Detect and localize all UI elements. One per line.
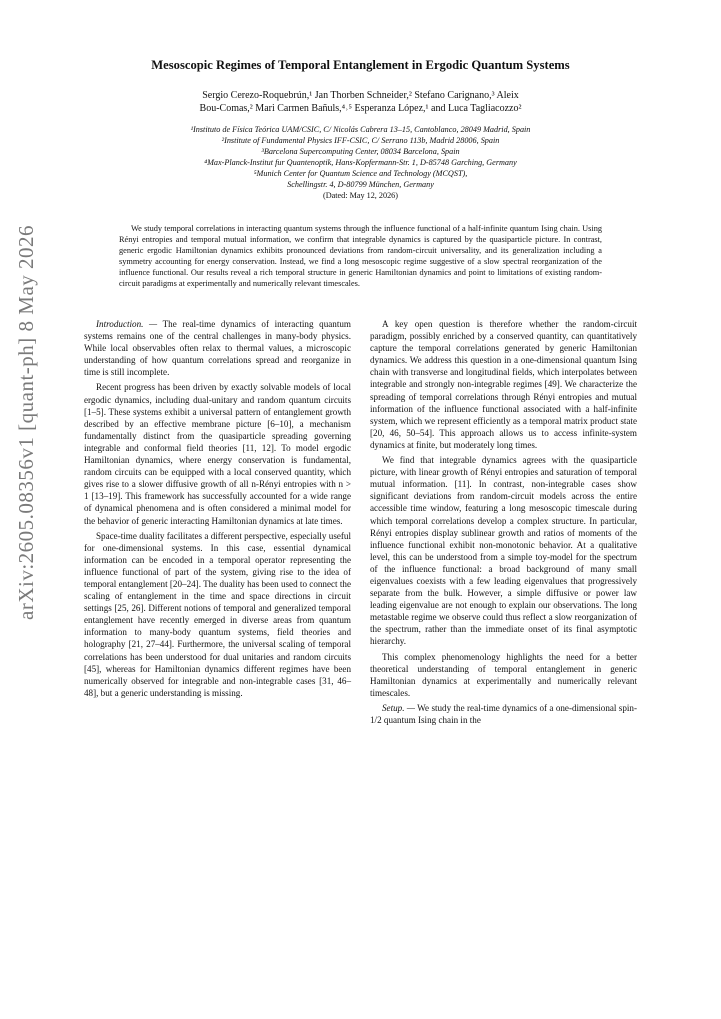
- affiliation-3: ³Barcelona Supercomputing Center, 08034 Barcelona, Spain: [261, 147, 460, 156]
- dated-line: (Dated: May 12, 2026): [322, 191, 399, 200]
- paragraph: Space-time duality facilitates a different perspective, especially useful for one-dimensional systems. In this case, essential dynamical information can be encoded in a temporal operator representing the influence functional of part of the system, giving rise to the idea of temporal entanglement [20–24]. The duality has been used to connect the scaling of entanglement in the time and space directions in circuit settings [25, 26]. Different notions of temporal and generalized temporal entanglement have recently emerged in diverse areas from quantum information to many-body quantum systems, field theories and holography [21, 27–44]. Furthermore, the universal scaling of temporal correlations has been understood for dual unitaries and random circuits [45], whereas for Hamiltonian dynamics different regimes have been numerically observed for integrable and non-integrable cases [31, 46–48], but a generic understanding is missing.: [84, 530, 351, 698]
- affiliations: [60, 124, 661, 201]
- setup-text: We study the real-time dynamics of a one-dimensional spin-1/2 quantum Ising chain in the: [370, 702, 637, 725]
- paragraph: A key open question is therefore whether the random-circuit paradigm, possibly enriched by a conserved quantity, can quantitatively capture the temporal correlations generated by generic Hamiltonian dynamics. We address this question in a one-dimensional quantum Ising chain with transverse and longitudinal fields, which interpolates between integrable and strongly non-integrable regimes [49]. We characterize the spreading of temporal correlations through Rényi entropies and mutual information of the influence functional associated with a half-infinite system, which we represent efficiently as a temporal matrix product state [20, 46, 50–54]. This approach allows us to access infinite-system dynamics at finite, but moderately long times.: [370, 319, 637, 450]
- affiliation-5-address: Schellingstr. 4, D-80799 München, Germany: [287, 180, 434, 189]
- affiliation-5: ⁵Munich Center for Quantum Science and Technology (MCQST),: [253, 169, 468, 178]
- arxiv-stamp: arXiv:2605.08356v1 [quant-ph] 8 May 2026: [14, 224, 38, 620]
- setup-heading: Setup. —: [382, 702, 415, 713]
- paragraph: We find that integrable dynamics agrees with the quasiparticle picture, with linear growth of Rényi entropies and saturation of temporal mutual information. [11]. In contrast, non-integrable cases show significant deviations from random-circuit models across the entire accessible time window, featuring a long mesoscopic timescale during which temporal correlations develop a complex structure. In particular, Rényi entropies display sublinear growth and ratios of moments of the influence functional exhibit non-monotonic behavior. At a qualitative level, this can be understood from a simple toy-model for the spectrum of the influence functional: a broad background of many small eigenvalues coexists with a few leading eigenvalues that progressively separate from the bulk. However, a simple diffusive or power law leading eigenvalue are not enough to explain our observations. The long metastable regime we observe could thus reflect a slow reorganization of the spectrum, rather than the immediate onset of its final asymptotic hierarchy.: [370, 455, 637, 647]
- affiliation-2: ²Institute of Fundamental Physics IFF-CSIC, C/ Serrano 113b, Madrid 28006, Spain: [221, 136, 500, 145]
- author-line-1: Sergio Cerezo-Roquebrún,¹ Jan Thorben Schneider,² Stefano Carignano,³ Aleix: [202, 90, 519, 101]
- intro-text: The real-time dynamics of interacting quantum systems remains one of the central challenges in many-body physics. While local observables often relax to thermal values, a microscopic understanding of how quantum correlations spread and reorganize in time is still incomplete.: [84, 319, 351, 378]
- affiliation-4: ⁴Max-Planck-Institut fur Quantenoptik, Hans-Kopfermann-Str. 1, D-85748 Garching, Germany: [204, 158, 517, 167]
- left-column: [84, 318, 351, 702]
- setup-paragraph: [370, 702, 637, 726]
- paragraph: This complex phenomenology highlights the need for a better theoretical understanding of temporal entanglement in generic Hamiltonian dynamics at experimentally and numerically relevant timescales.: [370, 651, 637, 698]
- intro-paragraph: [84, 318, 351, 378]
- author-list: [100, 90, 621, 115]
- author-line-2: Bou-Comas,² Mari Carmen Bañuls,⁴˒⁵ Esperanza López,¹ and Luca Tagliacozzo²: [199, 102, 522, 114]
- right-column: [370, 318, 637, 729]
- abstract: We study temporal correlations in interacting quantum systems through the influence functional of a half-infinite quantum Ising chain. Using Rényi entropies and temporal mutual information, we confirm that integrable dynamics is captured by the quasiparticle picture. In contrast, generic ergodic Hamiltonian dynamics exhibits pronounced deviations from random-circuit universality, and its generalization including a symmetry accounting for energy conservation. Instead, we find a long mesoscopic regime suggestive of a slow spectral reorganization of the influence functional. Our results reveal a rich temporal structure in generic Hamiltonian dynamics and point to limitations of existing random-circuit paradigms at experimentally and numerically relevant timescales.: [119, 224, 602, 288]
- intro-heading: Introduction. —: [96, 319, 158, 329]
- affiliation-1: ¹Instituto de Física Teórica UAM/CSIC, C/ Nicolás Cabrera 13–15, Cantoblanco, 28049 Madrid, Spain: [190, 125, 531, 134]
- paper-title: Mesoscopic Regimes of Temporal Entanglement in Ergodic Quantum Systems: [151, 58, 570, 72]
- paragraph: Recent progress has been driven by exactly solvable models of local ergodic dynamics, including dual-unitary and random quantum circuits [1–5]. These systems exhibit a universal pattern of entanglement growth described by an effective membrane picture [6–10], a mechanism fundamentally distinct from the quasiparticle spreading governing integrable and conformal field theories [11, 12]. To model ergodic Hamiltonian dynamics, where energy conservation is fundamental, random circuits can be equipped with a local conserved quantity, which gives rise to a slower diffusive growth of all n-Rényi entropies with n > 1 [13–19]. This framework has successfully accounted for a wide range of dynamical phenomena and is often considered a minimal model for the behavior of generic interacting Hamiltonian dynamics at late times.: [84, 382, 351, 526]
